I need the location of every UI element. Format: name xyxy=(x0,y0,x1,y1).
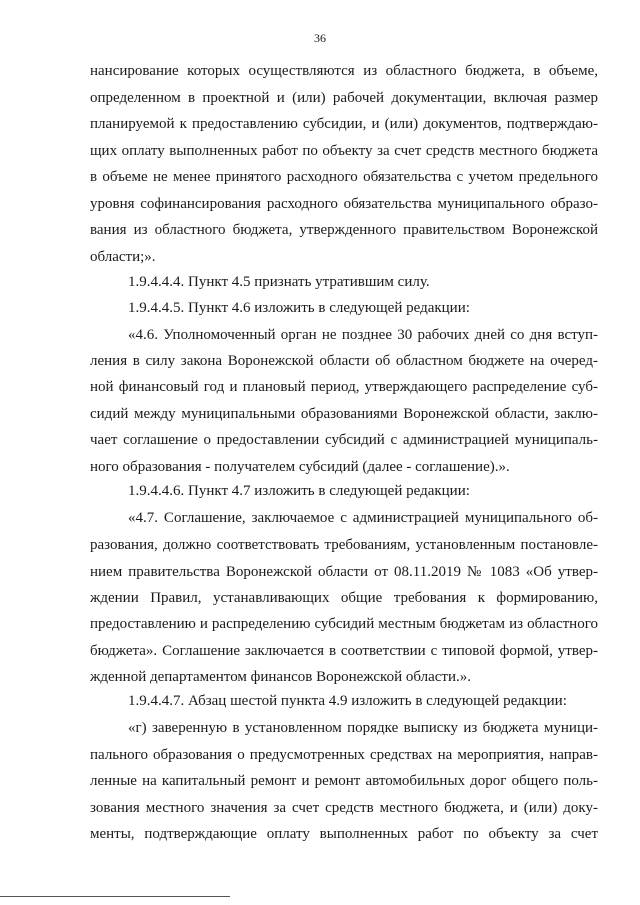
text-line: определенном в проектной и (или) рабочей документации, включая размер xyxy=(90,90,598,106)
text-line: вания из областного бюджета, утвержденного правительством Воронежской xyxy=(90,222,598,238)
text-line: предоставлению и распределению субсидий местным бюджетам из областного xyxy=(90,616,598,632)
text-line: ной финансовый год и плановый период, утверждающего распределение суб- xyxy=(90,379,598,395)
text-line: ного образования - получателем субсидий (далее - соглашение).». xyxy=(90,459,510,475)
text-line: уровня софинансирования расходного обязательства муниципального образо- xyxy=(90,196,598,212)
text-line: «4.7. Соглашение, заключаемое с администрацией муниципального об- xyxy=(128,510,598,526)
bottom-edge-line xyxy=(0,896,230,897)
text-line: нием правительства Воронежской области от 08.11.2019 № 1083 «Об утвер- xyxy=(90,564,598,580)
text-line: чает соглашение о предоставлении субсидий с администрацией муниципаль- xyxy=(90,432,598,448)
text-line: нансирование которых осуществляются из областного бюджета, в объеме, xyxy=(90,63,598,79)
text-line: менты, подтверждающие оплату выполненных работ по объекту за счет xyxy=(90,826,598,842)
text-line: ленные на капитальный ремонт и ремонт автомобильных дорог общего поль- xyxy=(90,773,598,789)
text-line: жденной департаментом финансов Воронежской области.». xyxy=(90,669,471,685)
text-line: ления в силу закона Воронежской области об областном бюджете на очеред- xyxy=(90,353,598,369)
text-line: 1.9.4.4.4. Пункт 4.5 признать утратившим силу. xyxy=(128,274,430,290)
text-line: ждении Правил, устанавливающих общие требования к формированию, xyxy=(90,590,598,606)
text-line: разования, должно соответствовать требованиям, установленным постановле- xyxy=(90,537,598,553)
page-number: 36 xyxy=(314,31,326,45)
text-line: бюджета». Соглашение заключается в соответствии с типовой формой, утвер- xyxy=(90,643,598,659)
text-line: 1.9.4.4.5. Пункт 4.6 изложить в следующей редакции: xyxy=(128,300,470,316)
text-line: «г) заверенную в установленном порядке выписку из бюджета муници- xyxy=(128,720,598,736)
text-line: в объеме не менее принятого расходного обязательства с учетом предельного xyxy=(90,169,598,185)
text-line: «4.6. Уполномоченный орган не позднее 30 рабочих дней со дня вступ- xyxy=(128,327,598,343)
text-line: планируемой к предоставлению субсидии, и (или) документов, подтверждаю- xyxy=(90,116,598,132)
text-line: области;». xyxy=(90,249,156,265)
text-line: 1.9.4.4.6. Пункт 4.7 изложить в следующей редакции: xyxy=(128,483,470,499)
text-line: пального образования о предусмотренных средствах на мероприятия, направ- xyxy=(90,747,598,763)
text-line: зования местного значения за счет средств местного бюджета, и (или) доку- xyxy=(90,800,598,816)
text-line: щих оплату выполненных работ по объекту за счет средств местного бюджета xyxy=(90,143,598,159)
text-line: сидий между муниципальными образованиями Воронежской области, заклю- xyxy=(90,406,598,422)
text-line: 1.9.4.4.7. Абзац шестой пункта 4.9 изложить в следующей редакции: xyxy=(128,693,567,709)
